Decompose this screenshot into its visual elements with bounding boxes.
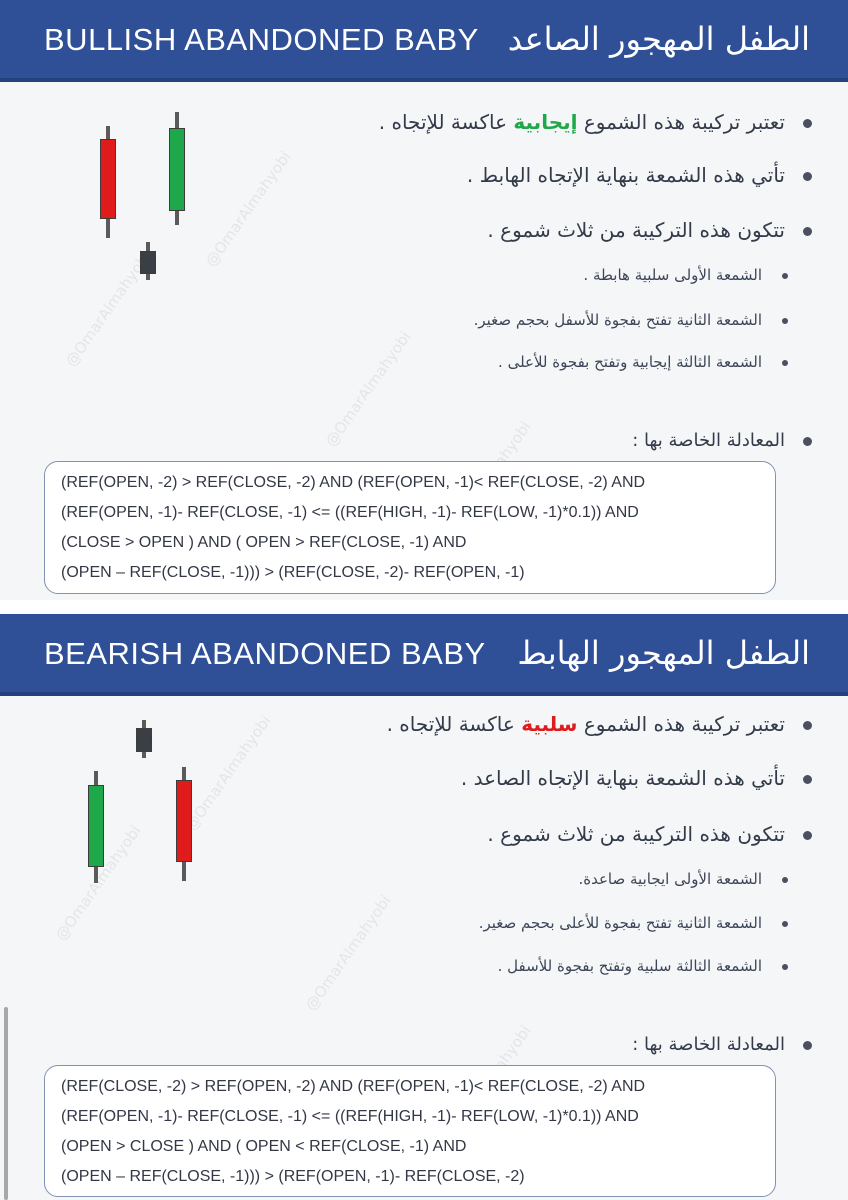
candle-body-green bbox=[169, 128, 185, 211]
point-text: تعتبر تركيبة هذه الشموع bbox=[583, 110, 785, 134]
bullish-point-1 bbox=[379, 110, 812, 134]
bearish-point-2 bbox=[461, 766, 812, 790]
bearish-title-bar bbox=[0, 614, 848, 696]
subpoint-text: الشمعة الثالثة سلبية وتفتح بفجوة للأسفل . bbox=[497, 957, 762, 975]
bearish-slide bbox=[0, 614, 848, 1200]
formula-line: (REF(OPEN, -2) > REF(CLOSE, -2) AND (REF(OPEN, -1)< REF(CLOSE, -2) AND bbox=[61, 474, 646, 491]
subpoint-text: الشمعة الأولى سلبية هابطة . bbox=[583, 266, 762, 284]
point-text: تأتي هذه الشمعة بنهاية الإتجاه الهابط . bbox=[466, 163, 785, 187]
candle-body-red bbox=[176, 780, 192, 862]
bearish-point-1 bbox=[387, 712, 812, 736]
bullet-dot bbox=[782, 921, 788, 927]
bullish-subpoint-1 bbox=[583, 266, 788, 284]
formula-line: (OPEN – REF(CLOSE, -1))) > (REF(OPEN, -1)- REF(CLOSE, -2) bbox=[61, 1168, 525, 1185]
watermark: @OmarAlmahyobi bbox=[181, 712, 275, 834]
formula-line: (REF(OPEN, -1)- REF(CLOSE, -1) <= ((REF(HIGH, -1)- REF(LOW, -1)*0.1)) AND bbox=[61, 504, 639, 521]
bearish-formula-box bbox=[44, 1065, 776, 1197]
point-text: عاكسة للإتجاه . bbox=[378, 110, 508, 134]
watermark: @OmarAlmahyobi bbox=[61, 248, 155, 370]
bearish-title-ar: الطفل المهجور الهابط bbox=[517, 634, 810, 672]
bullish-subpoint-3 bbox=[498, 353, 788, 371]
bullish-formula-label bbox=[632, 430, 812, 451]
bullet-dot bbox=[782, 273, 788, 279]
formula-label-text: المعادلة الخاصة بها : bbox=[632, 1034, 785, 1055]
formula-line: (CLOSE > OPEN ) AND ( OPEN > REF(CLOSE, -1) AND bbox=[61, 534, 467, 551]
candle-body-red bbox=[100, 139, 116, 219]
bullet-dot bbox=[803, 1041, 812, 1050]
subpoint-text: الشمعة الثانية تفتح بفجوة للأسفل بحجم صغير. bbox=[473, 311, 762, 329]
candle-body-green bbox=[88, 785, 104, 867]
candle-body-dark bbox=[140, 251, 156, 274]
bullet-dot bbox=[803, 172, 812, 181]
bullish-title-en: BULLISH ABANDONED BABY bbox=[44, 22, 479, 57]
subpoint-text: الشمعة الثالثة إيجابية وتفتح بفجوة للأعلى . bbox=[498, 353, 762, 371]
bullish-subpoint-2 bbox=[474, 311, 788, 329]
formula-line: (REF(CLOSE, -2) > REF(OPEN, -2) AND (REF(OPEN, -1)< REF(CLOSE, -2) AND bbox=[61, 1078, 646, 1095]
formula-line: (REF(OPEN, -1)- REF(CLOSE, -1) <= ((REF(HIGH, -1)- REF(LOW, -1)*0.1)) AND bbox=[61, 1108, 639, 1125]
bearish-point-3 bbox=[487, 822, 812, 846]
bullish-title-bar bbox=[0, 0, 848, 82]
highlight-negative: سلبية bbox=[521, 712, 578, 736]
point-text: تتكون هذه التركيبة من ثلاث شموع . bbox=[487, 218, 785, 242]
bullet-dot bbox=[803, 437, 812, 446]
watermark: @OmarAlmahyobi bbox=[321, 328, 415, 450]
bullet-dot bbox=[803, 119, 812, 128]
subpoint-text: الشمعة الأولى ايجابية صاعدة. bbox=[578, 870, 762, 888]
bearish-subpoint-3 bbox=[498, 957, 788, 975]
watermark: @OmarAlmahyobi bbox=[201, 148, 295, 270]
bullet-dot bbox=[782, 360, 788, 366]
bullet-dot bbox=[782, 877, 788, 883]
bearish-subpoint-1 bbox=[578, 870, 788, 888]
watermark: @OmarAlmahyobi bbox=[51, 822, 145, 944]
formula-line: (OPEN > CLOSE ) AND ( OPEN < REF(CLOSE, -1) AND bbox=[61, 1138, 467, 1155]
point-text: تأتي هذه الشمعة بنهاية الإتجاه الصاعد . bbox=[460, 766, 785, 790]
bullet-dot bbox=[782, 318, 788, 324]
point-text: عاكسة للإتجاه . bbox=[386, 712, 515, 736]
scrollbar-thumb[interactable] bbox=[4, 1007, 8, 1200]
watermark: @OmarAlmahyobi bbox=[301, 892, 395, 1014]
bullet-dot bbox=[782, 964, 788, 970]
point-text: تتكون هذه التركيبة من ثلاث شموع . bbox=[487, 822, 785, 846]
highlight-positive: إيجابية bbox=[513, 110, 578, 134]
candle-body-dark bbox=[136, 728, 152, 752]
bullish-point-3 bbox=[487, 218, 812, 242]
bullet-dot bbox=[803, 831, 812, 840]
subpoint-text: الشمعة الثانية تفتح بفجوة للأعلى بحجم صغير. bbox=[478, 914, 762, 932]
bullet-dot bbox=[803, 775, 812, 784]
point-text: تعتبر تركيبة هذه الشموع bbox=[583, 712, 785, 736]
bearish-title-en: BEARISH ABANDONED BABY bbox=[44, 636, 486, 671]
bearish-subpoint-2 bbox=[479, 914, 788, 932]
bullet-dot bbox=[803, 721, 812, 730]
bullish-point-2 bbox=[467, 163, 812, 187]
bearish-formula-label bbox=[632, 1034, 812, 1055]
bullet-dot bbox=[803, 227, 812, 236]
bullish-title-ar: الطفل المهجور الصاعد bbox=[507, 20, 810, 58]
formula-label-text: المعادلة الخاصة بها : bbox=[632, 430, 785, 451]
formula-line: (OPEN – REF(CLOSE, -1))) > (REF(CLOSE, -2)- REF(OPEN, -1) bbox=[61, 564, 525, 581]
slide-gap bbox=[0, 600, 848, 614]
bullish-formula-box bbox=[44, 461, 776, 594]
